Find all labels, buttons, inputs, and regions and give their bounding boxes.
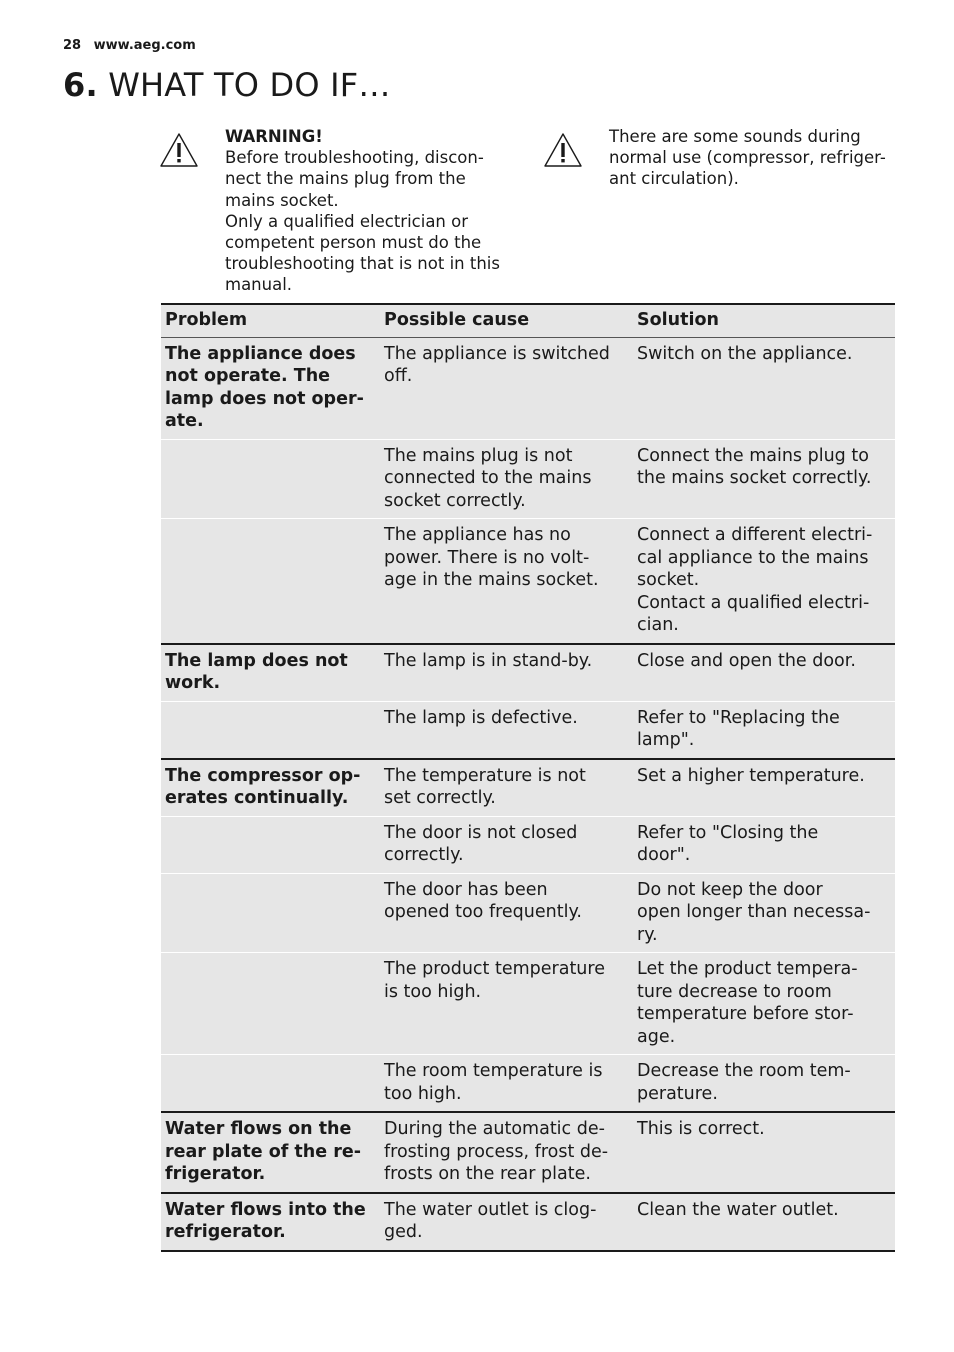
solution-cell	[633, 439, 895, 519]
warning-line: mains socket.	[225, 190, 339, 210]
solution-cell	[633, 519, 895, 644]
warning-line: Before troubleshooting, discon-	[225, 148, 484, 168]
cause-line: correctly.	[384, 845, 464, 865]
solution-line: temperature before stor-	[637, 1004, 854, 1024]
cause-line: ged.	[384, 1222, 423, 1242]
cause-cell	[380, 1193, 633, 1251]
problem-line: lamp does not oper-	[165, 388, 364, 409]
table-row	[161, 1193, 895, 1251]
section-heading: WHAT TO DO IF…	[108, 66, 391, 104]
table-row	[161, 337, 895, 439]
table-row	[161, 1055, 895, 1113]
solution-line: perature.	[637, 1083, 718, 1104]
caution-text	[609, 126, 909, 190]
warning-triangle-icon	[159, 132, 199, 168]
cause-line: The lamp is in stand-by.	[384, 650, 593, 671]
table-row	[161, 816, 895, 873]
problem-cell	[161, 337, 380, 439]
warning-line: competent person must do the	[225, 233, 482, 253]
problem-line: The appliance does	[165, 343, 356, 364]
problem-line: Water flows into the	[165, 1199, 366, 1220]
solution-cell	[633, 1193, 895, 1251]
cause-cell	[380, 816, 633, 873]
solution-line: Switch on the appliance.	[637, 343, 853, 364]
table-row	[161, 1112, 895, 1193]
cause-cell	[380, 1112, 633, 1193]
solution-line: age.	[637, 1026, 676, 1047]
solution-line: Connect a different electri-	[637, 525, 873, 545]
table-row	[161, 953, 895, 1055]
cause-line: socket correctly.	[384, 490, 526, 511]
cause-line: The lamp is defective.	[384, 707, 578, 728]
cause-line: The product temperature	[384, 959, 605, 979]
solution-cell	[633, 759, 895, 817]
cause-line: off.	[384, 366, 413, 386]
troubleshooting-table	[161, 303, 895, 1252]
warning-line: Only a qualified electrician or	[225, 211, 469, 231]
solution-cell	[633, 1112, 895, 1193]
table-body	[161, 337, 895, 1251]
cause-cell	[380, 873, 633, 953]
table-row	[161, 644, 895, 702]
problem-cell	[161, 873, 380, 953]
solution-line: Clean the water outlet.	[637, 1199, 839, 1220]
table-row	[161, 873, 895, 953]
solution-line: Refer to "Replacing the	[637, 707, 840, 728]
solution-line: Let the product tempera-	[637, 959, 858, 979]
solution-line: socket.	[637, 570, 700, 590]
problem-cell	[161, 519, 380, 644]
problem-line: work.	[165, 673, 221, 693]
solution-line: lamp".	[637, 730, 695, 750]
solution-cell	[633, 816, 895, 873]
section-number: 6.	[63, 66, 98, 104]
solution-line: Close and open the door.	[637, 650, 856, 671]
warning-line: nect the mains plug from the	[225, 169, 466, 189]
caution-note	[543, 127, 903, 212]
table-row	[161, 759, 895, 817]
warning-note	[159, 127, 519, 302]
problem-line: refrigerator.	[165, 1222, 286, 1242]
caution-line: ant circulation).	[609, 169, 739, 189]
solution-cell	[633, 644, 895, 702]
solution-line: This is correct.	[637, 1119, 765, 1139]
cause-line: connected to the mains	[384, 468, 592, 488]
problem-cell	[161, 759, 380, 817]
page-header	[63, 38, 196, 53]
solution-cell	[633, 1055, 895, 1113]
solution-line: Decrease the room tem-	[637, 1061, 851, 1081]
problem-cell	[161, 1112, 380, 1193]
solution-cell	[633, 701, 895, 759]
cause-line: power. There is no volt-	[384, 547, 590, 568]
cause-cell	[380, 759, 633, 817]
cause-line: The mains plug is not	[384, 445, 573, 466]
problem-cell	[161, 816, 380, 873]
solution-cell	[633, 953, 895, 1055]
problem-line: erates continually.	[165, 788, 349, 808]
cause-line: The temperature is not	[384, 765, 586, 786]
section-title	[63, 66, 391, 104]
solution-line: cal appliance to the mains	[637, 547, 869, 568]
problem-line: not operate. The	[165, 366, 331, 386]
problem-line: rear plate of the re-	[165, 1141, 361, 1162]
solution-line: cian.	[637, 615, 679, 635]
cause-line: The room temperature is	[384, 1061, 603, 1081]
problem-cell	[161, 701, 380, 759]
problem-line: Water flows on the	[165, 1119, 352, 1139]
cause-line: is too high.	[384, 981, 482, 1002]
cause-line: The appliance has no	[384, 525, 571, 545]
website-link[interactable]: www.aeg.com	[93, 38, 196, 53]
column-header-solution: Solution	[633, 304, 895, 337]
cause-cell	[380, 701, 633, 759]
problem-cell	[161, 1055, 380, 1113]
problem-line: frigerator.	[165, 1164, 266, 1184]
cause-line: frosting process, frost de-	[384, 1141, 609, 1162]
problem-line: ate.	[165, 411, 204, 431]
solution-line: Connect the mains plug to	[637, 445, 869, 466]
table-header-row	[161, 304, 895, 337]
warning-line: troubleshooting that is not in this	[225, 254, 500, 274]
solution-line: Do not keep the door	[637, 879, 823, 900]
cause-line: The water outlet is clog-	[384, 1199, 597, 1220]
table-row	[161, 701, 895, 759]
problem-line: The lamp does not	[165, 650, 348, 671]
solution-cell	[633, 873, 895, 953]
solution-line: ture decrease to room	[637, 981, 832, 1002]
problem-cell	[161, 439, 380, 519]
warning-text	[225, 126, 525, 296]
page-number: 28	[63, 38, 82, 53]
solution-cell	[633, 337, 895, 439]
problem-cell	[161, 1193, 380, 1251]
cause-cell	[380, 519, 633, 644]
problem-line: The compressor op-	[165, 765, 361, 786]
solution-line: ry.	[637, 924, 658, 945]
problem-cell	[161, 644, 380, 702]
cause-cell	[380, 644, 633, 702]
cause-cell	[380, 337, 633, 439]
cause-cell	[380, 953, 633, 1055]
cause-line: During the automatic de-	[384, 1119, 605, 1139]
solution-line: door".	[637, 845, 691, 865]
cause-cell	[380, 1055, 633, 1113]
table-row	[161, 519, 895, 644]
warning-triangle-icon	[543, 132, 583, 168]
solution-line: open longer than necessa-	[637, 902, 871, 922]
cause-line: frosts on the rear plate.	[384, 1164, 591, 1184]
caution-line: There are some sounds during	[609, 127, 861, 146]
warning-line: manual.	[225, 275, 293, 295]
cause-line: set correctly.	[384, 788, 496, 808]
solution-line: the mains socket correctly.	[637, 468, 872, 488]
cause-line: The door has been	[384, 879, 548, 900]
column-header-problem: Problem	[161, 304, 380, 337]
solution-line: Contact a qualified electri-	[637, 592, 870, 613]
solution-line: Set a higher temperature.	[637, 765, 865, 786]
cause-line: age in the mains socket.	[384, 570, 599, 590]
cause-line: The door is not closed	[384, 822, 578, 843]
cause-line: opened too frequently.	[384, 902, 582, 922]
caution-line: normal use (compressor, refriger-	[609, 148, 886, 168]
warning-heading: WARNING!	[225, 127, 323, 146]
cause-line: too high.	[384, 1083, 462, 1104]
solution-line: Refer to "Closing the	[637, 822, 819, 843]
cause-cell	[380, 439, 633, 519]
table-row	[161, 439, 895, 519]
cause-line: The appliance is switched	[384, 343, 610, 364]
column-header-cause: Possible cause	[380, 304, 633, 337]
problem-cell	[161, 953, 380, 1055]
